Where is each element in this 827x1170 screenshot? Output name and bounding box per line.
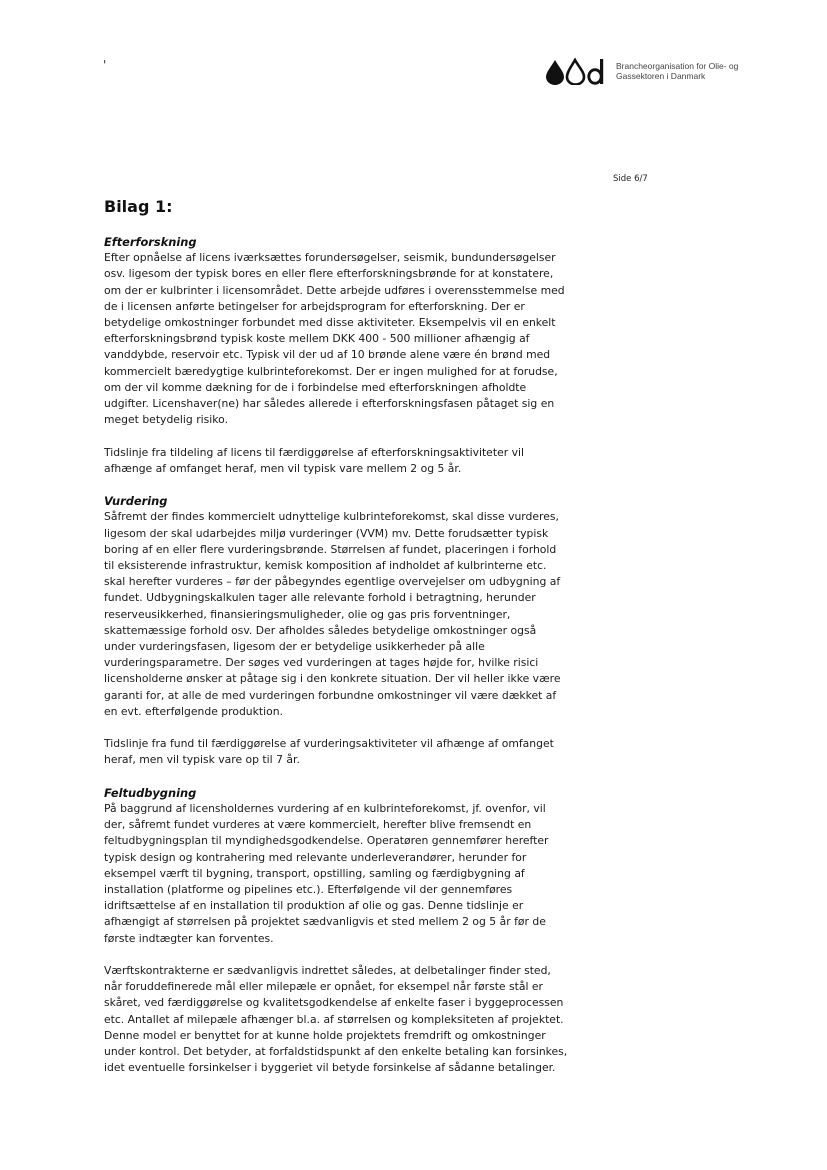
document-body: [104, 234, 604, 1076]
section-title: Efterforskning: [104, 235, 197, 249]
paragraph: Efter opnåelse af licens iværksættes forundersøgelser, seismik, bundundersøgelser osv. ligesom der typisk bores en eller flere efterforskningsbrønde for at konstatere, om der er kulbrinter i licensområdet. Dette arbejde udføres i overensstemmelse med de i licensen anførte betingelser for arbejdsprogram for efterforskning. Der er betydelige omkostninger forbundet med disse aktiviteter. Eksempelvis vil en enkelt efterforskningsbrønd typisk koste mellem DKK 400 - 500 millioner afhængig af vanddybde, reservoir etc. Typisk vil der ud af 10 brønde alene være én brønd med kommercielt bæredygtige kulbrinteforekomst. Der er ingen mulighed for at forudse, om der vil komme dækning for de i forbindelse med efterforskningen afholdte udgifter. Licenshaver(ne) har således allerede i efterforskningsfasen påtaget sig en meget betydelig risiko.: [104, 251, 565, 427]
page-number: Side 6/7: [613, 174, 648, 184]
section-title: Vurdering: [104, 494, 168, 509]
section-title: Feltudbygning: [104, 785, 197, 800]
organisation-name: [616, 61, 738, 81]
paragraph: Værftskontrakterne er sædvanligvis indrettet således, at delbetalinger finder sted, når foruddefinerede mål eller milepæle er opnået, for eksempel når første stål er skåret, ved færdiggørelse og kvalitetsgodkendelse af enkelte faser i byggeprocessen etc. Antallet af milepæle afhænger bl.a. af størrelsen og kompleksiteten af projektet. Denne model er benyttet for at kunne holde projektets fremdrift og omkostninger under kontrol. Det betyder, at forfaldstidspunkt af den enkelte betaling kan forsinkes, idet eventuelle forsinkelser i byggeriet vil betyde forsinkelse af sådanne betalinger.: [104, 964, 568, 1075]
oil-drop-logo-icon: [545, 57, 611, 85]
paragraph: Tidslinje fra tildeling af licens til færdiggørelse af efterforskningsaktiviteter vil afhænge af omfanget heraf, men vil typisk vare mellem 2 og 5 år.: [104, 445, 524, 475]
document-title: Bilag 1:: [104, 197, 173, 216]
organisation-logo: [545, 57, 755, 87]
section-vurdering: [104, 493, 604, 768]
section-efterforskning: [104, 234, 604, 477]
paragraph: Tidslinje fra fund til færdiggørelse af vurderingsaktiviteter vil afhænge af omfanget heraf, men vil typisk vare op til 7 år.: [104, 737, 554, 767]
paragraph: På baggrund af licensholdernes vurdering af en kulbrinteforekomst, jf. ovenfor, vil der, såfremt fundet vurderes at være kommercielt, herefter blive fremsendt en feltudbygningsplan til myndighedsgodkendelse. Operatøren gennemfører herefter typisk design og kontrahering med relevante underleverandører, herunder for eksempel værft til bygning, transport, opstilling, samling og færdigbygning af installation (platforme og pipelines etc.). Efterfølgende vil der gennemføres idriftsættelse af en installation til produktion af olie og gas. Denne tidslinje er afhængigt af størrelsen på projektet sædvanligvis et sted mellem 2 og 5 år før de første indtægter kan forventes.: [104, 802, 549, 945]
paragraph: Såfremt der findes kommercielt udnyttelige kulbrinteforekomst, skal disse vurderes, ligesom der skal udarbejdes miljø vurderinger (VVM) mv. Dette forudsætter typisk boring af en eller flere vurderingsbrønde. Størrelsen af fundet, placeringen i forhold til eksisterende infrastruktur, kemisk komposition af indholdet af kulbrinterne etc. skal herefter vurderes – før der påbegyndes egentlige overvejelser om udbygning af fundet. Udbygningskalkulen tager alle relevante forhold i betragtning, herunder reserveusikkerhed, finansieringsmuligheder, olie og gas pris forventninger, skattemæssige forhold osv. Der afholdes således betydelige omkostninger også under vurderingsfasen, ligesom der er betydelige usikkerheder på alle vurderingsparametre. Der søges ved vurderingen at tages højde for, hvilke risici licensholderne ønsker at påtage sig i den konkrete situation. Der vil heller ikke være garanti for, at alle de med vurderingen forbundne omkostninger vil være dækket af en evt. efterfølgende produktion.: [104, 510, 561, 718]
organisation-name-line-2: Gassektoren i Danmark: [616, 71, 706, 81]
section-feltudbygning: [104, 785, 604, 1077]
organisation-name-line-1: Brancheorganisation for Olie- og: [616, 61, 739, 71]
stray-mark: ': [103, 58, 107, 72]
